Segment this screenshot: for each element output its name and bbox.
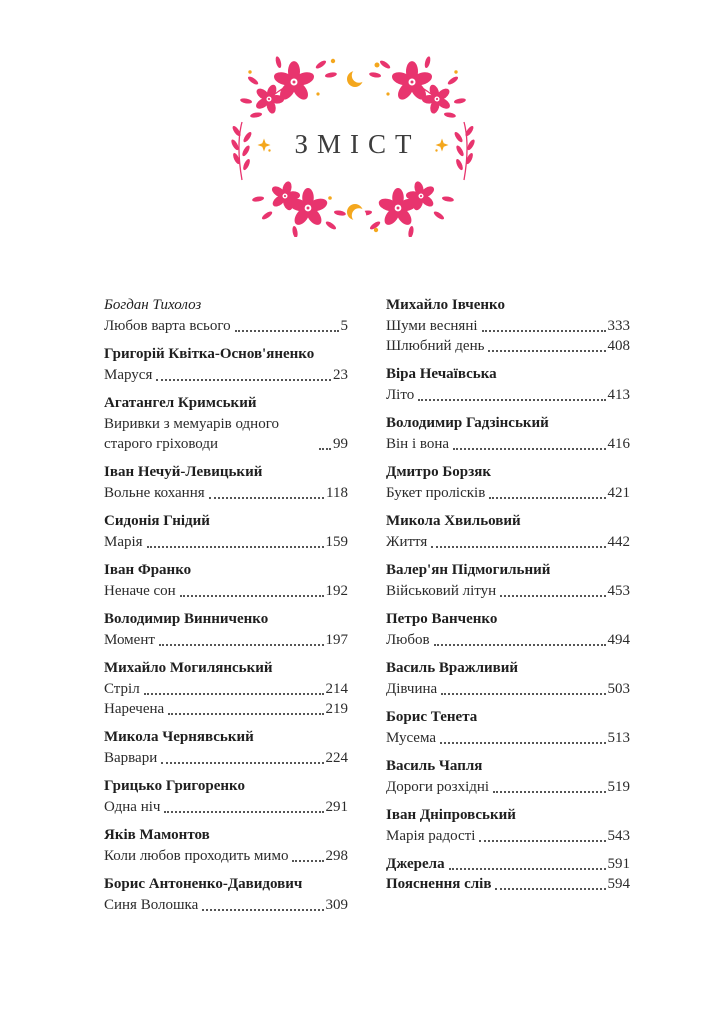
page-number: 503	[607, 681, 630, 697]
toc-entry	[386, 609, 630, 650]
dotted-leader	[159, 644, 324, 646]
author-name: Агатангел Кримський	[104, 395, 257, 411]
author-name: Григорій Квітка-Основ'яненко	[104, 346, 315, 362]
author-name: Василь Вражливий	[386, 660, 519, 676]
author-name: Яків Мамонтов	[104, 827, 210, 843]
page-number: 333	[607, 318, 630, 334]
toc-entry	[386, 511, 630, 552]
work-title: Він і вона	[386, 436, 450, 452]
work-title: Маруся	[104, 367, 153, 383]
author-name: Михайло Івченко	[386, 297, 505, 313]
dotted-leader	[482, 330, 606, 332]
toc-work-line	[386, 316, 630, 336]
work-title: Вольне кохання	[104, 485, 205, 501]
dotted-leader	[235, 330, 339, 332]
toc-work-line	[386, 581, 630, 601]
toc-work-line	[104, 699, 348, 719]
work-title: Дівчина	[386, 681, 438, 697]
toc-entry	[386, 295, 630, 356]
toc-entry	[386, 805, 630, 846]
toc-work-line	[104, 748, 348, 768]
title-row	[228, 52, 478, 237]
page-number: 159	[325, 534, 348, 550]
author-name: Борис Антоненко-Давидович	[104, 876, 303, 892]
author-name: Іван Франко	[104, 562, 192, 578]
toc-entry	[104, 511, 348, 552]
author-name: Сидонія Гнідий	[104, 513, 210, 529]
toc-entry	[386, 364, 630, 405]
page-number: 197	[325, 632, 348, 648]
author-name: Богдан Тихолоз	[104, 297, 202, 313]
toc-work-line	[104, 630, 348, 650]
author-name: Борис Тенета	[386, 709, 478, 725]
work-title: Синя Волошка	[104, 897, 199, 913]
toc-work-line	[104, 532, 348, 552]
dotted-leader	[488, 350, 605, 352]
toc-entry	[104, 295, 348, 336]
page-number: 453	[607, 583, 630, 599]
dotted-leader	[319, 448, 331, 450]
toc-entry	[104, 727, 348, 768]
toc-work-line	[104, 365, 348, 385]
dotted-leader	[449, 868, 606, 870]
page-number: 214	[325, 681, 348, 697]
work-title: Наречена	[104, 701, 165, 717]
toc-work-line	[386, 777, 630, 797]
work-title: Виривки з мемуарів одного старого гріховоди	[104, 416, 279, 452]
toc-entry	[386, 756, 630, 797]
page-number: 413	[607, 387, 630, 403]
toc-column-left	[104, 295, 348, 923]
dotted-leader	[431, 546, 605, 548]
toc-work-line	[104, 483, 348, 503]
toc-entry	[386, 462, 630, 503]
sparkle-icon	[434, 137, 450, 153]
toc-entry	[104, 560, 348, 601]
page-number: 442	[607, 534, 630, 550]
toc-work-line	[386, 854, 630, 874]
toc-work-line	[104, 895, 348, 915]
work-title: Момент	[104, 632, 155, 648]
page-number: 591	[607, 856, 630, 872]
toc-work-line	[386, 336, 630, 356]
author-name: Іван Нечуй-Левицький	[104, 464, 263, 480]
toc-entry	[104, 462, 348, 503]
page-number: 291	[325, 799, 348, 815]
page-number: 99	[333, 436, 348, 452]
toc-entry	[386, 707, 630, 748]
author-name: Володимир Винниченко	[104, 611, 269, 627]
toc-entry	[104, 344, 348, 385]
toc-work-line	[104, 846, 348, 866]
work-title: Марія	[104, 534, 143, 550]
toc-entry	[386, 658, 630, 699]
dotted-leader	[495, 888, 605, 890]
toc-entry	[386, 560, 630, 601]
work-title: Неначе сон	[104, 583, 176, 599]
work-title: Любов	[386, 632, 430, 648]
work-title: Любов варта всього	[104, 318, 231, 334]
dotted-leader	[292, 860, 323, 862]
work-title: Шлюбний день	[386, 338, 485, 354]
page-number: 513	[607, 730, 630, 746]
dotted-leader	[441, 693, 605, 695]
author-name: Василь Чапля	[386, 758, 483, 774]
author-name: Грицько Григоренко	[104, 778, 245, 794]
toc-work-line	[386, 826, 630, 846]
toc-work-line	[104, 679, 348, 699]
work-title: Джерела	[386, 856, 445, 872]
toc-work-line	[104, 316, 348, 336]
toc-entry	[104, 776, 348, 817]
dotted-leader	[434, 644, 606, 646]
dotted-leader	[156, 379, 331, 381]
work-title: Дороги розхідні	[386, 779, 490, 795]
page-number: 298	[325, 848, 348, 864]
toc-entry	[104, 825, 348, 866]
page-number: 5	[340, 318, 348, 334]
sparkle-icon	[256, 137, 272, 153]
toc-column-right	[386, 295, 630, 923]
dotted-leader	[147, 546, 324, 548]
work-title: Стріл	[104, 681, 140, 697]
dotted-leader	[209, 497, 324, 499]
page-number: 416	[607, 436, 630, 452]
page-number: 219	[325, 701, 348, 717]
toc-entry	[386, 854, 630, 894]
toc-entry	[104, 658, 348, 719]
dotted-leader	[500, 595, 605, 597]
author-name: Іван Дніпровський	[386, 807, 516, 823]
dotted-leader	[453, 448, 605, 450]
dotted-leader	[161, 762, 323, 764]
work-title: Букет пролісків	[386, 485, 486, 501]
author-name: Валер'ян Підмогильний	[386, 562, 551, 578]
dotted-leader	[168, 713, 323, 715]
toc-work-line	[386, 874, 630, 894]
toc-entry	[104, 874, 348, 915]
author-name: Микола Чернявський	[104, 729, 254, 745]
toc-columns	[0, 237, 706, 923]
toc-work-line	[386, 679, 630, 699]
work-title: Пояснення слів	[386, 876, 492, 892]
dotted-leader	[180, 595, 324, 597]
toc-entry	[386, 413, 630, 454]
work-title: Варвари	[104, 750, 158, 766]
toc-work-line	[386, 532, 630, 552]
page-number: 519	[607, 779, 630, 795]
toc-work-line	[386, 630, 630, 650]
toc-work-line	[104, 581, 348, 601]
toc-work-line	[104, 414, 348, 454]
toc-entry	[104, 609, 348, 650]
work-title: Мусема	[386, 730, 437, 746]
floral-ornament	[228, 52, 478, 237]
work-title: Одна ніч	[104, 799, 161, 815]
dotted-leader	[202, 909, 323, 911]
dotted-leader	[479, 840, 605, 842]
author-name: Петро Ванченко	[386, 611, 498, 627]
author-name: Дмитро Борзяк	[386, 464, 492, 480]
page-number: 421	[607, 485, 630, 501]
dotted-leader	[493, 791, 605, 793]
page-title: ЗМІСТ	[294, 129, 421, 159]
toc-work-line	[386, 728, 630, 748]
toc-work-line	[386, 385, 630, 405]
work-title: Військовий літун	[386, 583, 497, 599]
page-number: 494	[607, 632, 630, 648]
work-title: Життя	[386, 534, 428, 550]
dotted-leader	[164, 811, 323, 813]
author-name: Володимир Гадзінський	[386, 415, 549, 431]
work-title: Марія радості	[386, 828, 476, 844]
work-title: Шуми весняні	[386, 318, 478, 334]
page-number: 309	[325, 897, 348, 913]
author-name: Віра Нечаївська	[386, 366, 497, 382]
author-name: Михайло Могилянський	[104, 660, 273, 676]
page-number: 118	[326, 485, 348, 501]
page-number: 408	[607, 338, 630, 354]
toc-entry	[104, 393, 348, 454]
author-name: Микола Хвильовий	[386, 513, 521, 529]
page-number: 543	[607, 828, 630, 844]
page-number: 23	[333, 367, 348, 383]
page-number: 192	[325, 583, 348, 599]
page-number: 224	[325, 750, 348, 766]
dotted-leader	[418, 399, 605, 401]
toc-work-line	[386, 434, 630, 454]
dotted-leader	[489, 497, 605, 499]
work-title: Коли любов проходить мимо	[104, 848, 289, 864]
work-title: Літо	[386, 387, 415, 403]
dotted-leader	[144, 693, 324, 695]
toc-work-line	[104, 797, 348, 817]
toc-work-line	[386, 483, 630, 503]
page-number: 594	[607, 876, 630, 892]
dotted-leader	[440, 742, 605, 744]
